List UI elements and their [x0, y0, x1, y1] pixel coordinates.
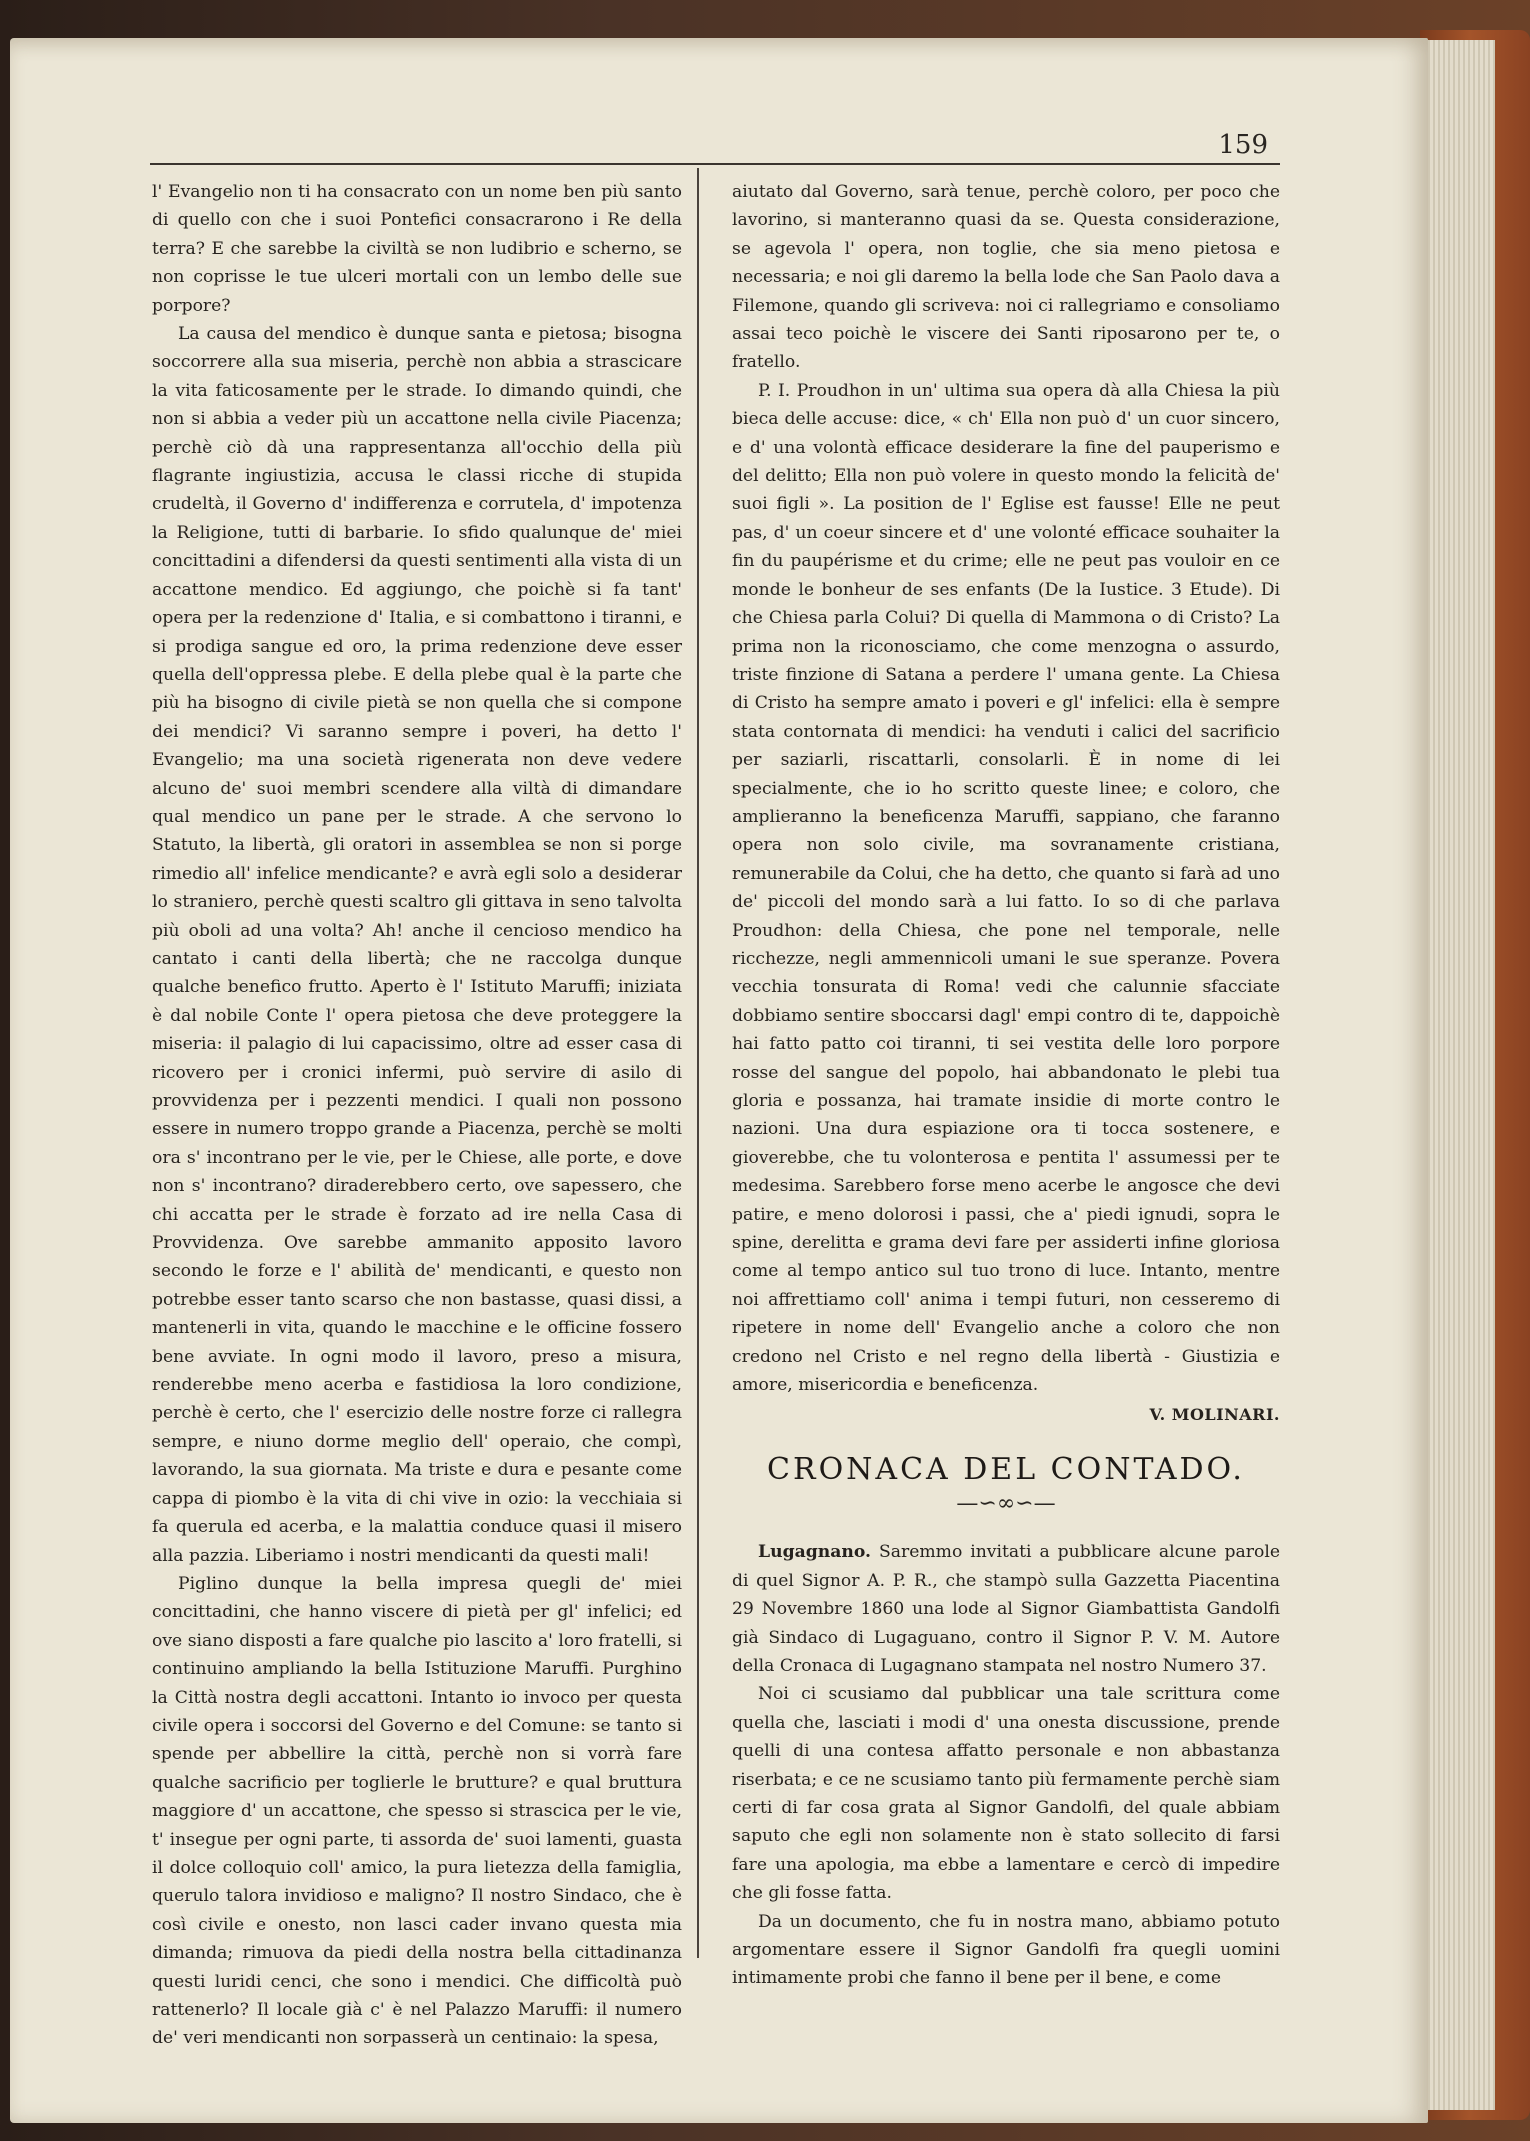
- chronicle-paragraph-3: Da un documento, che fu in nostra mano, abbiamo potuto argomentare essere il Signor Gandolfi fra quegli uomini intimamente probi che fanno il bene per il bene, e come: [732, 1911, 1280, 1989]
- chronicle-place: Lugagnano.: [758, 1542, 872, 1563]
- left-column: [152, 178, 682, 2053]
- chronicle-paragraph-2: Noi ci scusiamo dal pubblicar una tale scrittura come quella che, lasciati i modi d' una onesta discussione, prende quelli di una contesa affatto personale e non abbastanza riserbata; e ce ne scusiamo tanto più fermamente perchè siam certi di far cosa grata al Signor Gandolfi, del quale abbiam saputo che egli non solamente non è stato sollecito di farsi fare una apologia, ma ebbe a lamentare e cercò di impedire che gli fosse fatta.: [732, 1684, 1280, 1904]
- left-paragraph-1: l' Evangelio non ti ha consacrato con un nome ben più santo di quello con che i suoi Pontefici consacrarono i Re della terra? E che sarebbe la civiltà se non ludibrio e scherno, se non coprisse le tue ulceri mortali con un lembo delle sue porpore?: [152, 182, 682, 316]
- right-paragraph-2: P. I. Proudhon in un' ultima sua opera dà alla Chiesa la più bieca delle accuse: dice, « ch' Ella non può d' un cuor sincero, e d' una volontà efficace desiderare la fine del pauperismo e del delitto; Ella non può volere in questo mondo la felicità de' suoi figli ». La position de l' Eglise est fausse! Elle ne peut pas, d' un coeur sincere et d' une volonté efficace souhaiter la fin du paupérisme et du crime; elle ne peut pas vouloir en ce monde le bonheur de ses enfants (De la Iustice. 3 Etude). Di che Chiesa parla Colui? Di quella di Mammona o di Cristo? La prima non la riconosciamo, che come menzogna o assurdo, triste finzione di Satana a perdere l' umana gente. La Chiesa di Cristo ha sempre amato i poveri e gl' infelici: ella è sempre stata contornata di mendici: ha venduti i calici del sacrificio per saziarli, riscattarli, consolarli. È in nome di lei specialmente, che io ho scritto queste linee; e coloro, che amplieranno la beneficenza Maruffi, sappiano, che faranno opera non solo civile, ma sovranamente cristiana, remunerabile da Colui, che ha detto, che quanto si farà ad uno de' piccoli del mondo sarà a lui fatto. Io so di che parlava Proudhon: della Chiesa, che pone nel temporale, nelle ricchezze, negli ammennicoli umani le sue speranze. Povera vecchia tonsurata di Roma! vedi che calunnie sfacciate dobbiamo sentire sboccarsi dagl' empi contro di te, dappoichè hai fatto patto coi tiranni, ti sei vestita delle loro porpore rosse del sangue del popolo, hai abbandonato le plebi tua gloria e possanza, hai tramate insidie di morte contro le nazioni. Una dura espiazione ora ti tocca sostenere, e gioverebbe, che tu volonterosa e pentita l' assumessi per te medesima. Sarebbero forse meno acerbe le angosce che devi patire, e meno dolorosi i passi, che a' piedi ignudi, sopra le spine, derelitta e grama devi fare per assiderti infine gloriosa come al tempo antico sul tuo trono di luce. Intanto, mentre noi affrettiamo coll' anima i tempi futuri, non cesseremo di ripetere in nome dell' Evangelio anche a coloro che non credono nel Cristo e nel regno della libertà - Giustizia e amore, misericordia e beneficenza.: [732, 380, 1280, 1396]
- left-paragraph-3: Piglino dunque la bella impresa quegli de' miei concittadini, che hanno viscere di pietà per gl' infelici; ed ove siano disposti a fare qualche pio lascito a' loro fratelli, si continuino ampliando la bella Istituzione Maruffi. Purghino la Città nostra degli accattoni. Intanto io invoco per questa civile opera i soccorsi del Governo e del Comune: se tanto si spende per abbellire la città, perchè non si vorrà fare qualche sacrificio per toglierle le brutture? e qual bruttura maggiore d' un accattone, che spesso si strascica per le vie, t' insegue per ogni parte, ti assorda de' suoi lamenti, guasta il dolce colloquio coll' amico, la pura lietezza della famiglia, querulo talora invidioso e maligno? Il nostro Sindaco, che è così civile e onesto, non lasci cader invano questa mia dimanda; rimuova da piedi della nostra bella cittadinanza questi luridi cenci, che sono i mendici. Che difficoltà può rattenerlo? Il locale già c' è nel Palazzo Maruffi: il numero de' veri mendicanti non sorpasserà un centinaio: la spesa,: [152, 1573, 682, 2049]
- column-divider: [697, 168, 699, 1958]
- left-paragraph-2: La causa del mendico è dunque santa e pietosa; bisogna soccorrere alla sua miseria, perchè non abbia a strascicare la vita faticosamente per le strade. Io dimando quindi, che non si abbia a veder più un accattone nella civile Piacenza; perchè ciò dà una rappresentanza all'occhio della più flagrante ingiustizia, accusa le classi ricche di stupida crudeltà, il Governo d' indifferenza e corrutela, d' impotenza la Religione, tutti di barbarie. Io sfido qualunque de' miei concittadini a difendersi da questi sentimenti alla vista di un accattone mendico. Ed aggiungo, che poichè si fa tant' opera per la redenzione d' Italia, e si combattono i tiranni, e si prodiga sangue ed oro, la prima redenzione deve esser quella dell'oppressa plebe. E della plebe qual è la parte che più ha bisogno di civile pietà se non quella che si compone dei mendici? Vi saranno sempre i poveri, ha detto l' Evangelio; ma una società rigenerata non deve vedere alcuno de' suoi membri scendere alla viltà di dimandare qual mendico un pane per le strade. A che servono lo Statuto, la libertà, gli oratori in assemblea se non si porge rimedio all' infelice mendicante? e avrà egli solo a desiderar lo straniero, perchè questi scaltro gli gittava in seno talvolta più oboli ad una volta? Ah! anche il cencioso mendico ha cantato i canti della libertà; che ne raccolga dunque qualche benefico frutto. Aperto è l' Istituto Maruffi; iniziata è dal nobile Conte l' opera pietosa che deve proteggere la miseria: il palagio di lui capacissimo, oltre ad esser casa di ricovero per i cronici infermi, può servire di asilo di provvidenza per i pezzenti mendici. I quali non possono essere in numero troppo grande a Piacenza, perchè se molti ora s' incontrano per le vie, per le Chiese, alle porte, e dove non s' incontrano? diraderebbero certo, ove sapessero, che chi accatta per le strade è forzato ad ire nella Casa di Provvidenza. Ove sarebbe ammanito apposito lavoro secondo le forze e l' abilità de' mendicanti, e questo non potrebbe esser tanto scarso che non bastasse, quasi dissi, a mantenerli in vita, quando le macchine e le officine fossero bene avviate. In ogni modo il lavoro, preso a misura, renderebbe meno acerba e fastidiosa la loro condizione, perchè è certo, che l' esercizio delle nostre forze ci rallegra sempre, e niuno dorme meglio dell' operaio, che compì, lavorando, la sua giornata. Ma triste e dura e pesante come cappa di piombo è la vita di chi vive in ozio: la vecchiaia si fa querula ed acerba, e la malattia conduce quasi il misero alla pazzia. Liberiamo i nostri mendicanti da questi mali!: [152, 324, 682, 1566]
- header-rule: [150, 163, 1280, 165]
- author-signature: V. MOLINARI.: [1149, 1405, 1280, 1425]
- chronicle-paragraph-1: [732, 1538, 1280, 1680]
- section-title: CRONACA DEL CONTADO.: [767, 1451, 1245, 1487]
- chronicle-paragraph-1-text: Saremmo invitati a pubblicare alcune parole di quel Signor A. P. R., che stampò sulla Gazzetta Piacentina 29 Novembre 1860 una lode al Signor Giambattista Gandolfi già Sindaco di Lugaguano, contro il Signor P. V. M. Autore della Cronaca di Lugagnano stampata nel nostro Numero 37.: [732, 1542, 1280, 1676]
- right-paragraph-1: aiutato dal Governo, sarà tenue, perchè coloro, per poco che lavorino, si manteranno quasi da se. Questa considerazione, se agevola l' opera, non toglie, che sia meno pietosa e necessaria; e noi gli daremo la bella lode che San Paolo dava a Filemone, quando gli scriveva: noi ci rallegriamo e consoliamo assai teco poichè le viscere dei Santi riposarono per te, o fratello.: [732, 182, 1280, 373]
- right-column: [732, 178, 1280, 1993]
- ornament-divider: —∽∞∽—: [956, 1491, 1056, 1517]
- page-number: 159: [1218, 130, 1268, 160]
